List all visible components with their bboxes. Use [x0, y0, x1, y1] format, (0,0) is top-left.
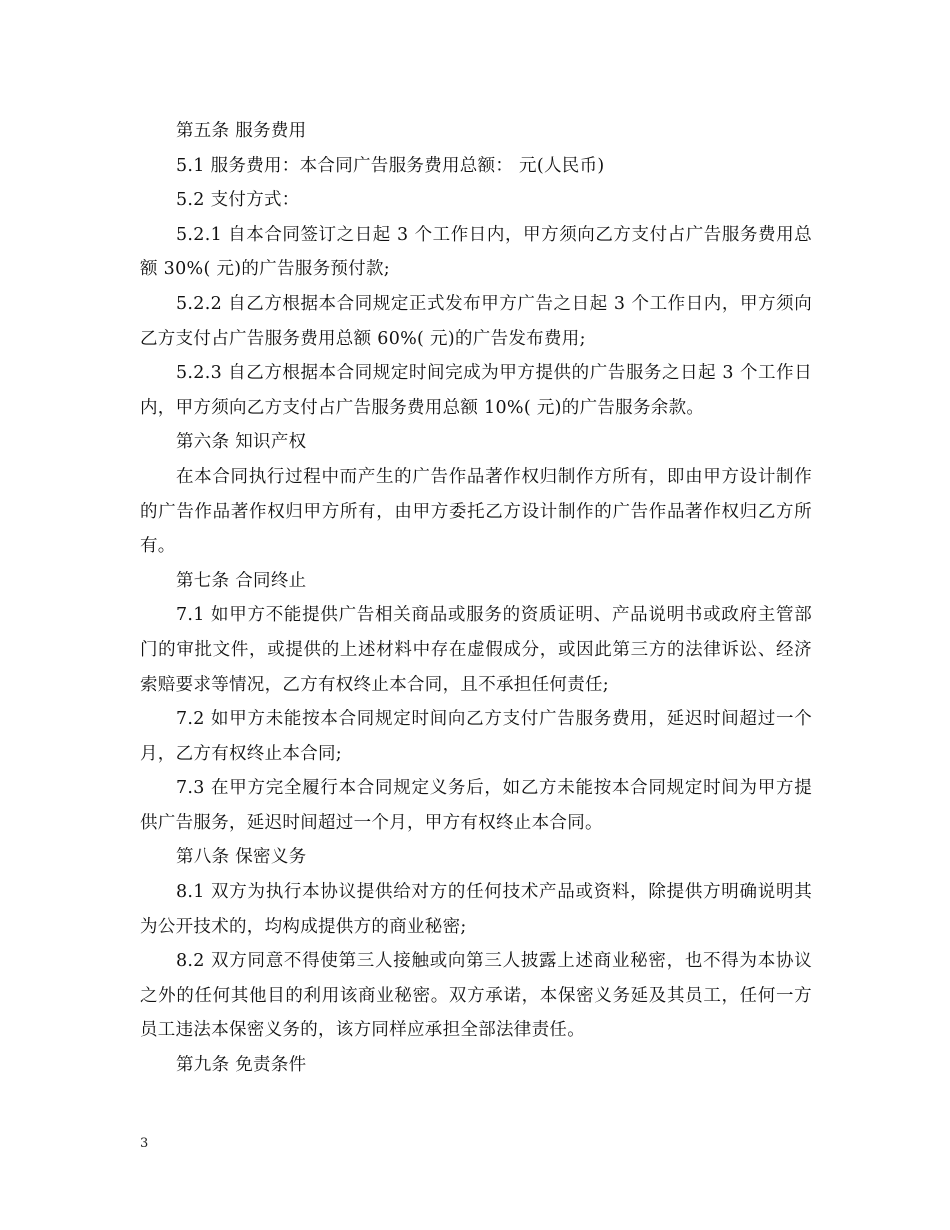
document-body: [140, 114, 812, 1083]
section-heading-9: 第九条 免责条件: [176, 1055, 307, 1076]
clause-8-2: 8.2 双方同意不得使第三人接触或向第三人披露上述商业秘密，也不得为本协议之外的任何其他目的利用该商业秘密。双方承诺，本保密义务延及其员工，任何一方员工违法本保密义务的，该方同样应承担全部法律责任。: [140, 951, 812, 1041]
clause-6-body: 在本合同执行过程中而产生的广告作品著作权归制作方所有，即由甲方设计制作的广告作品著作权归甲方所有，由甲方委托乙方设计制作的广告作品著作权归乙方所有。: [140, 466, 812, 557]
section-heading-8: 第八条 保密义务: [176, 847, 307, 868]
clause-5-2: 5.2 支付方式：: [176, 190, 300, 211]
clause-7-2: 7.2 如甲方未能按本合同规定时间向乙方支付广告服务费用，延迟时间超过一个月，乙方有权终止本合同;: [140, 709, 812, 764]
section-heading-5: 第五条 服务费用: [176, 121, 307, 141]
page-number: 3: [140, 1136, 149, 1151]
section-heading-6: 第六条 知识产权: [176, 432, 307, 453]
clause-8-1: 8.1 双方为执行本协议提供给对方的任何技术产品或资料，除提供方明确说明其为公开技术的，均构成提供方的商业秘密;: [140, 882, 812, 937]
section-heading-7: 第七条 合同终止: [176, 570, 307, 591]
clause-7-3: 7.3 在甲方完全履行本合同规定义务后，如乙方未能按本合同规定时间为甲方提供广告服务，延迟时间超过一个月，甲方有权终止本合同。: [140, 778, 812, 833]
clause-5-2-1: 5.2.1 自本合同签订之日起 3 个工作日内，甲方须向乙方支付占广告服务费用总额 30%( 元)的广告服务预付款;: [140, 224, 812, 280]
clause-5-2-3: 5.2.3 自乙方根据本合同规定时间完成为甲方提供的广告服务之日起 3 个工作日内，甲方须向乙方支付占广告服务费用总额 10%( 元)的广告服务余款。: [140, 363, 812, 418]
clause-5-1: 5.1 服务费用：本合同广告服务费用总额： 元(人民币): [176, 155, 605, 176]
clause-5-2-2: 5.2.2 自乙方根据本合同规定正式发布甲方广告之日起 3 个工作日内，甲方须向乙方支付占广告服务费用总额 60%( 元)的广告发布费用;: [140, 293, 812, 349]
clause-7-1: 7.1 如甲方不能提供广告相关商品或服务的资质证明、产品说明书或政府主管部门的审批文件，或提供的上述材料中存在虚假成分，或因此第三方的法律诉讼、经济索赔要求等情况，乙方有权终止本合同，且不承担任何责任;: [140, 605, 812, 695]
